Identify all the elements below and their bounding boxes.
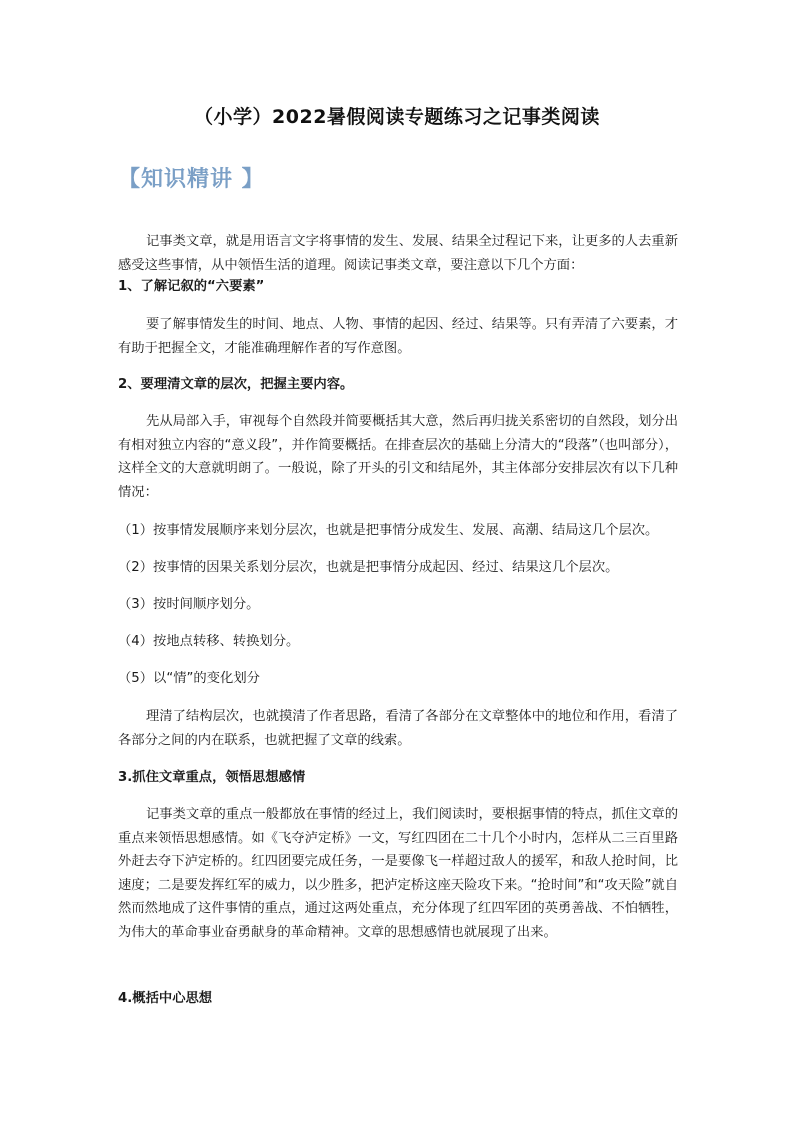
point3-body: 记事类文章的重点一般都放在事情的经过上，我们阅读时，要根据事情的特点，抓住文章的重点来领悟思想感情。如《飞夺泸定桥》一文，写红四团在二十几个小时内，怎样从二三百里路外赶去夺下泸定桥的。红四团要完成任务，一是要像飞一样超过敌人的援军，和敌人抢时间，比速度；二是要发挥红军的威力，以少胜多，把泸定桥这座天险攻下来。“抢时间”和“攻天险”就自然而然地成了这件事情的重点，通过这两处重点，充分体现了红四军团的英勇善战、不怕牺牲，为伟大的革命事业奋勇献身的革命精神。文章的思想感情也就展现了出来。: [118, 807, 678, 940]
list-item: （4）按地点转移、转换划分。: [118, 634, 300, 649]
intro-paragraph: 记事类文章，就是用语言文字将事情的发生、发展、结果全过程记下来，让更多的人去重新感受这些事情，从中领悟生活的道理。阅读记事类文章，要注意以下几个方面：: [118, 234, 678, 273]
point2-heading: 2、要理清文章的层次，把握主要内容。: [118, 377, 354, 392]
point3-heading: 3.抓住文章重点，领悟思想感情: [118, 770, 306, 785]
list-item: （5）以“情”的变化划分: [118, 671, 260, 686]
point1-heading: 1、了解记叙的“六要素”: [118, 279, 265, 294]
point1-body: 要了解事情发生的时间、地点、人物、事情的起因、经过、结果等。只有弄清了六要素，才有助于把握全文，才能准确理解作者的写作意图。: [118, 317, 678, 356]
section-heading: 【知识精讲 】: [118, 167, 265, 192]
page-title: （小学）2022暑假阅读专题练习之记事类阅读: [194, 106, 600, 128]
point2-body: 先从局部入手，审视每个自然段并简要概括其大意，然后再归拢关系密切的自然段，划分出有相对独立内容的“意义段”，并作简要概括。在排查层次的基础上分清大的“段落”（也叫部分），这样全文的大意就明朗了。一般说，除了开头的引文和结尾外，其主体部分安排层次有以下几种情况：: [118, 414, 678, 500]
point4-heading: 4.概括中心思想: [118, 991, 213, 1006]
list-item: （3）按时间顺序划分。: [118, 597, 260, 612]
point2-conclusion: 理清了结构层次，也就摸清了作者思路，看清了各部分在文章整体中的地位和作用，看清了各部分之间的内在联系，也就把握了文章的线索。: [118, 709, 678, 748]
list-item: （1）按事情发展顺序来划分层次，也就是把事情分成发生、发展、高潮、结局这几个层次。: [118, 523, 659, 538]
list-item: （2）按事情的因果关系划分层次，也就是把事情分成起因、经过、结果这几个层次。: [118, 560, 619, 575]
